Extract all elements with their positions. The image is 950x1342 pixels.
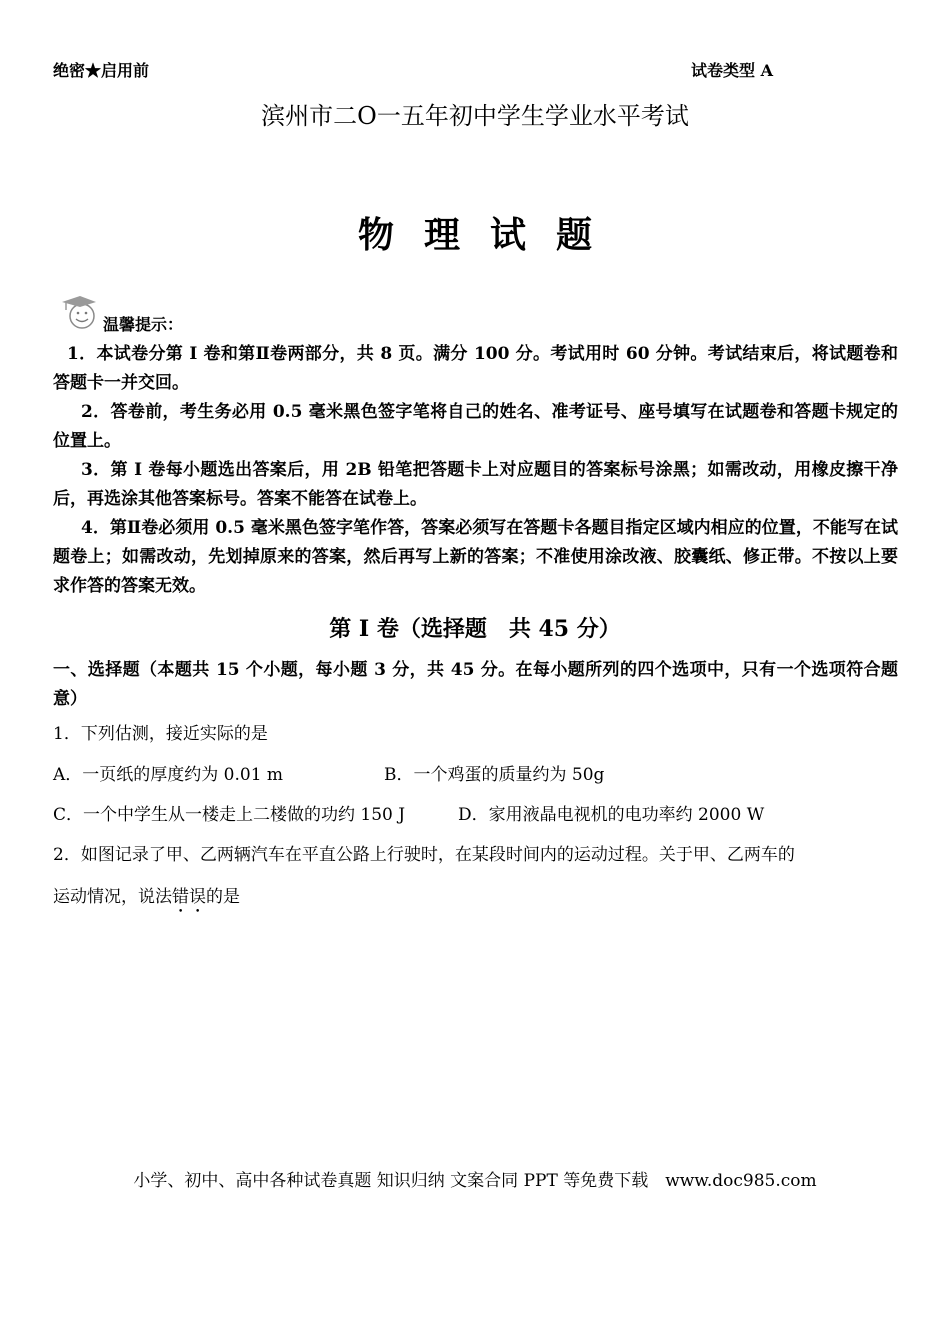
question-1-stem: 1．下列估测，接近实际的是: [53, 724, 268, 744]
paper-type-label: 试卷类型 A: [691, 61, 773, 80]
section-title: 第 I 卷（选择题 共 45 分）: [329, 616, 621, 642]
tips-label: 温馨提示：: [103, 315, 184, 334]
question-1-option-d: D．家用液晶电视机的电功率约 2000 W: [458, 805, 765, 825]
exam-title: 滨州市二O一五年初中学生学业水平考试: [261, 102, 689, 130]
question-2-stem-suffix: 的是: [206, 887, 240, 907]
question-2-emphasis: 错误: [172, 887, 206, 907]
tips-list: [53, 340, 898, 601]
tip-item: 2．答卷前，考生务必用 0.5 毫米黑色签字笔将自己的姓名、准考证号、座号填写在试题卷和答题卡规定的位置上。: [53, 402, 898, 451]
confidential-label: 绝密★启用前: [53, 61, 150, 80]
question-2-stem-line2: [53, 882, 240, 917]
part-one-heading: 一、选择题（本题共 15 个小题，每小题 3 分，共 45 分。在每小题所列的四个选项中，只有一个选项符合题意）: [53, 660, 898, 709]
question-1-option-a: A．一页纸的厚度约为 0.01 m: [53, 765, 284, 785]
subject-title: 物理试题: [357, 214, 622, 256]
question-1-option-c: C．一个中学生从一楼走上二楼做的功约 150 J: [53, 805, 406, 825]
footer-text: 小学、初中、高中各种试卷真题 知识归纳 文案合同 PPT 等免费下载 www.doc985.com: [133, 1171, 817, 1191]
tip-item: 3．第 I 卷每小题选出答案后，用 2B 铅笔把答题卡上对应题目的答案标号涂黑；如需改动，用橡皮擦干净后，再选涂其他答案标号。答案不能答在试卷上。: [53, 460, 898, 509]
smiley-graduate-icon: [58, 294, 100, 330]
tip-item: 1．本试卷分第 I 卷和第Ⅱ卷两部分，共 8 页。满分 100 分。考试用时 60 分钟。考试结束后，将试题卷和答题卡一并交回。: [53, 344, 898, 393]
tip-item: 4．第Ⅱ卷必须用 0.5 毫米黑色签字笔作答，答案必须写在答题卡各题目指定区域内相应的位置，不能写在试题卷上；如需改动，先划掉原来的答案，然后再写上新的答案；不准使用涂改液、胶囊纸、修正带。不按以上要求作答的答案无效。: [53, 518, 898, 596]
question-2-stem-prefix: 运动情况，说法: [53, 887, 172, 907]
question-2-stem-line1: 2．如图记录了甲、乙两辆汽车在平直公路上行驶时，在某段时间内的运动过程。关于甲、乙两车的: [53, 845, 795, 865]
question-1-option-b: B．一个鸡蛋的质量约为 50g: [384, 765, 605, 785]
